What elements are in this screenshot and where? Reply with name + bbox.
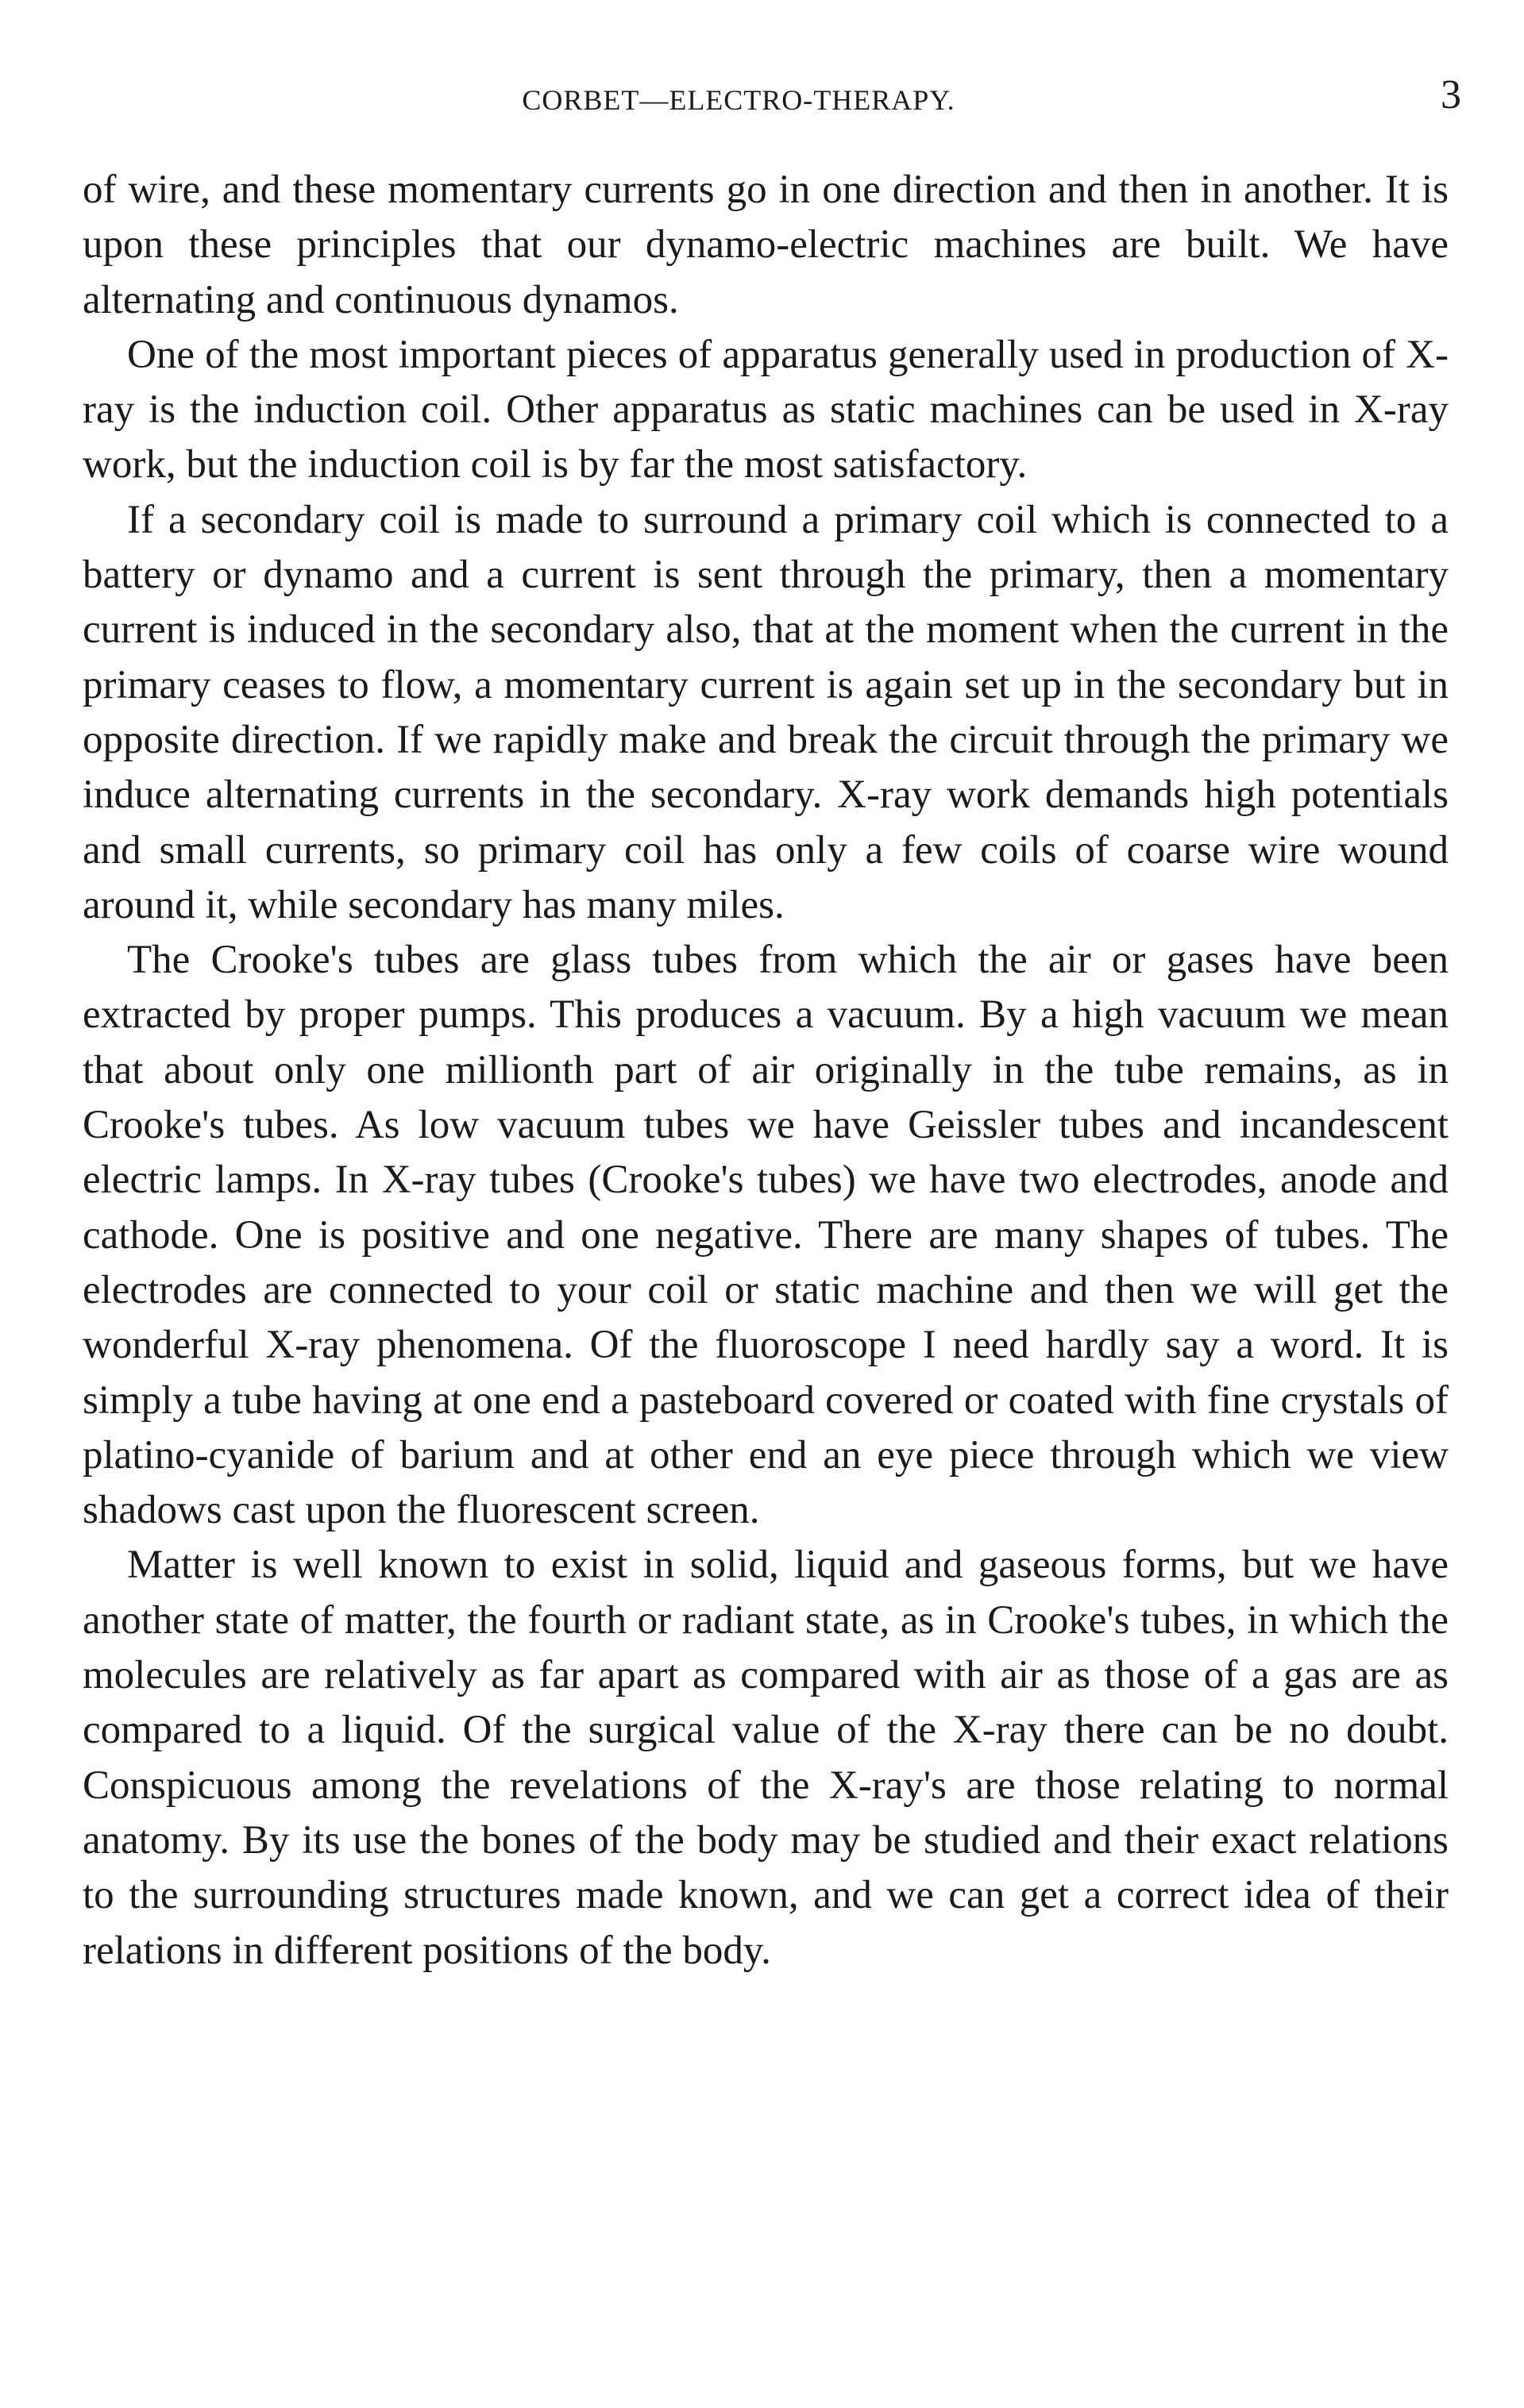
running-head [0, 72, 1524, 124]
paragraph-secondary-coil: If a secondary coil is made to surround a primary coil which is connected to a battery or dynamo and a current is sent through the primary, then a momentary current is induced in the secondary also, that at the moment when the current in the primary ceases to flow, a momentary current is again set up in the secondary but in opposite direction. If we rapidly make and break the circuit through the primary we induce alternating currents in the secondary. X-ray work demands high potentials and small currents, so primary coil has only a few coils of coarse wire wound around it, while secondary has many miles. [83, 497, 1449, 927]
running-title: CORBET—ELECTRO-THERAPY. [522, 84, 955, 116]
paragraph-continuation: of wire, and these momentary currents go in one direction and then in another. It is upon these principles that our dynamo-electric machines are built. We have alternating and continuous dynamos. [83, 168, 1449, 322]
body-text [83, 163, 1449, 1978]
page-number: 3 [1441, 72, 1461, 118]
paragraph-crookes-tubes: The Crooke's tubes are glass tubes from which the air or gases have been extracted by proper pumps. This produces a vacuum. By a high vacuum we mean that about only one millionth part of air originally in the tube remains, as in Crooke's tubes. As low vacuum tubes we have Geissler tubes and incandescent electric lamps. In X-ray tubes (Crooke's tubes) we have two electrodes, anode and cathode. One is positive and one negative. There are many shapes of tubes. The electrodes are connected to your coil or static machine and then we will get the wonderful X-ray phenomena. Of the fluoroscope I need hardly say a word. It is simply a tube having at one end a pasteboard covered or coated with fine crystals of platino-cyanide of barium and at other end an eye piece through which we view shadows cast upon the fluorescent screen. [83, 938, 1449, 1533]
paragraph-induction-coil: One of the most important pieces of apparatus generally used in production of X-ray is the induction coil. Other apparatus as static machines can be used in X-ray work, but the induction coil is by far the most satisfactory. [83, 332, 1449, 487]
paragraph-radiant-matter: Matter is well known to exist in solid, liquid and gaseous forms, but we have another state of matter, the fourth or radiant state, as in Crooke's tubes, in which the molecules are relatively as far apart as compared with air as those of a gas are as compared to a liquid. Of the surgical value of the X-ray there can be no doubt. Conspicuous among the revelations of the X-ray's are those relating to normal anatomy. By its use the bones of the body may be studied and their exact relations to the surrounding structures made known, and we can get a correct idea of their relations in different positions of the body. [83, 1543, 1449, 1973]
